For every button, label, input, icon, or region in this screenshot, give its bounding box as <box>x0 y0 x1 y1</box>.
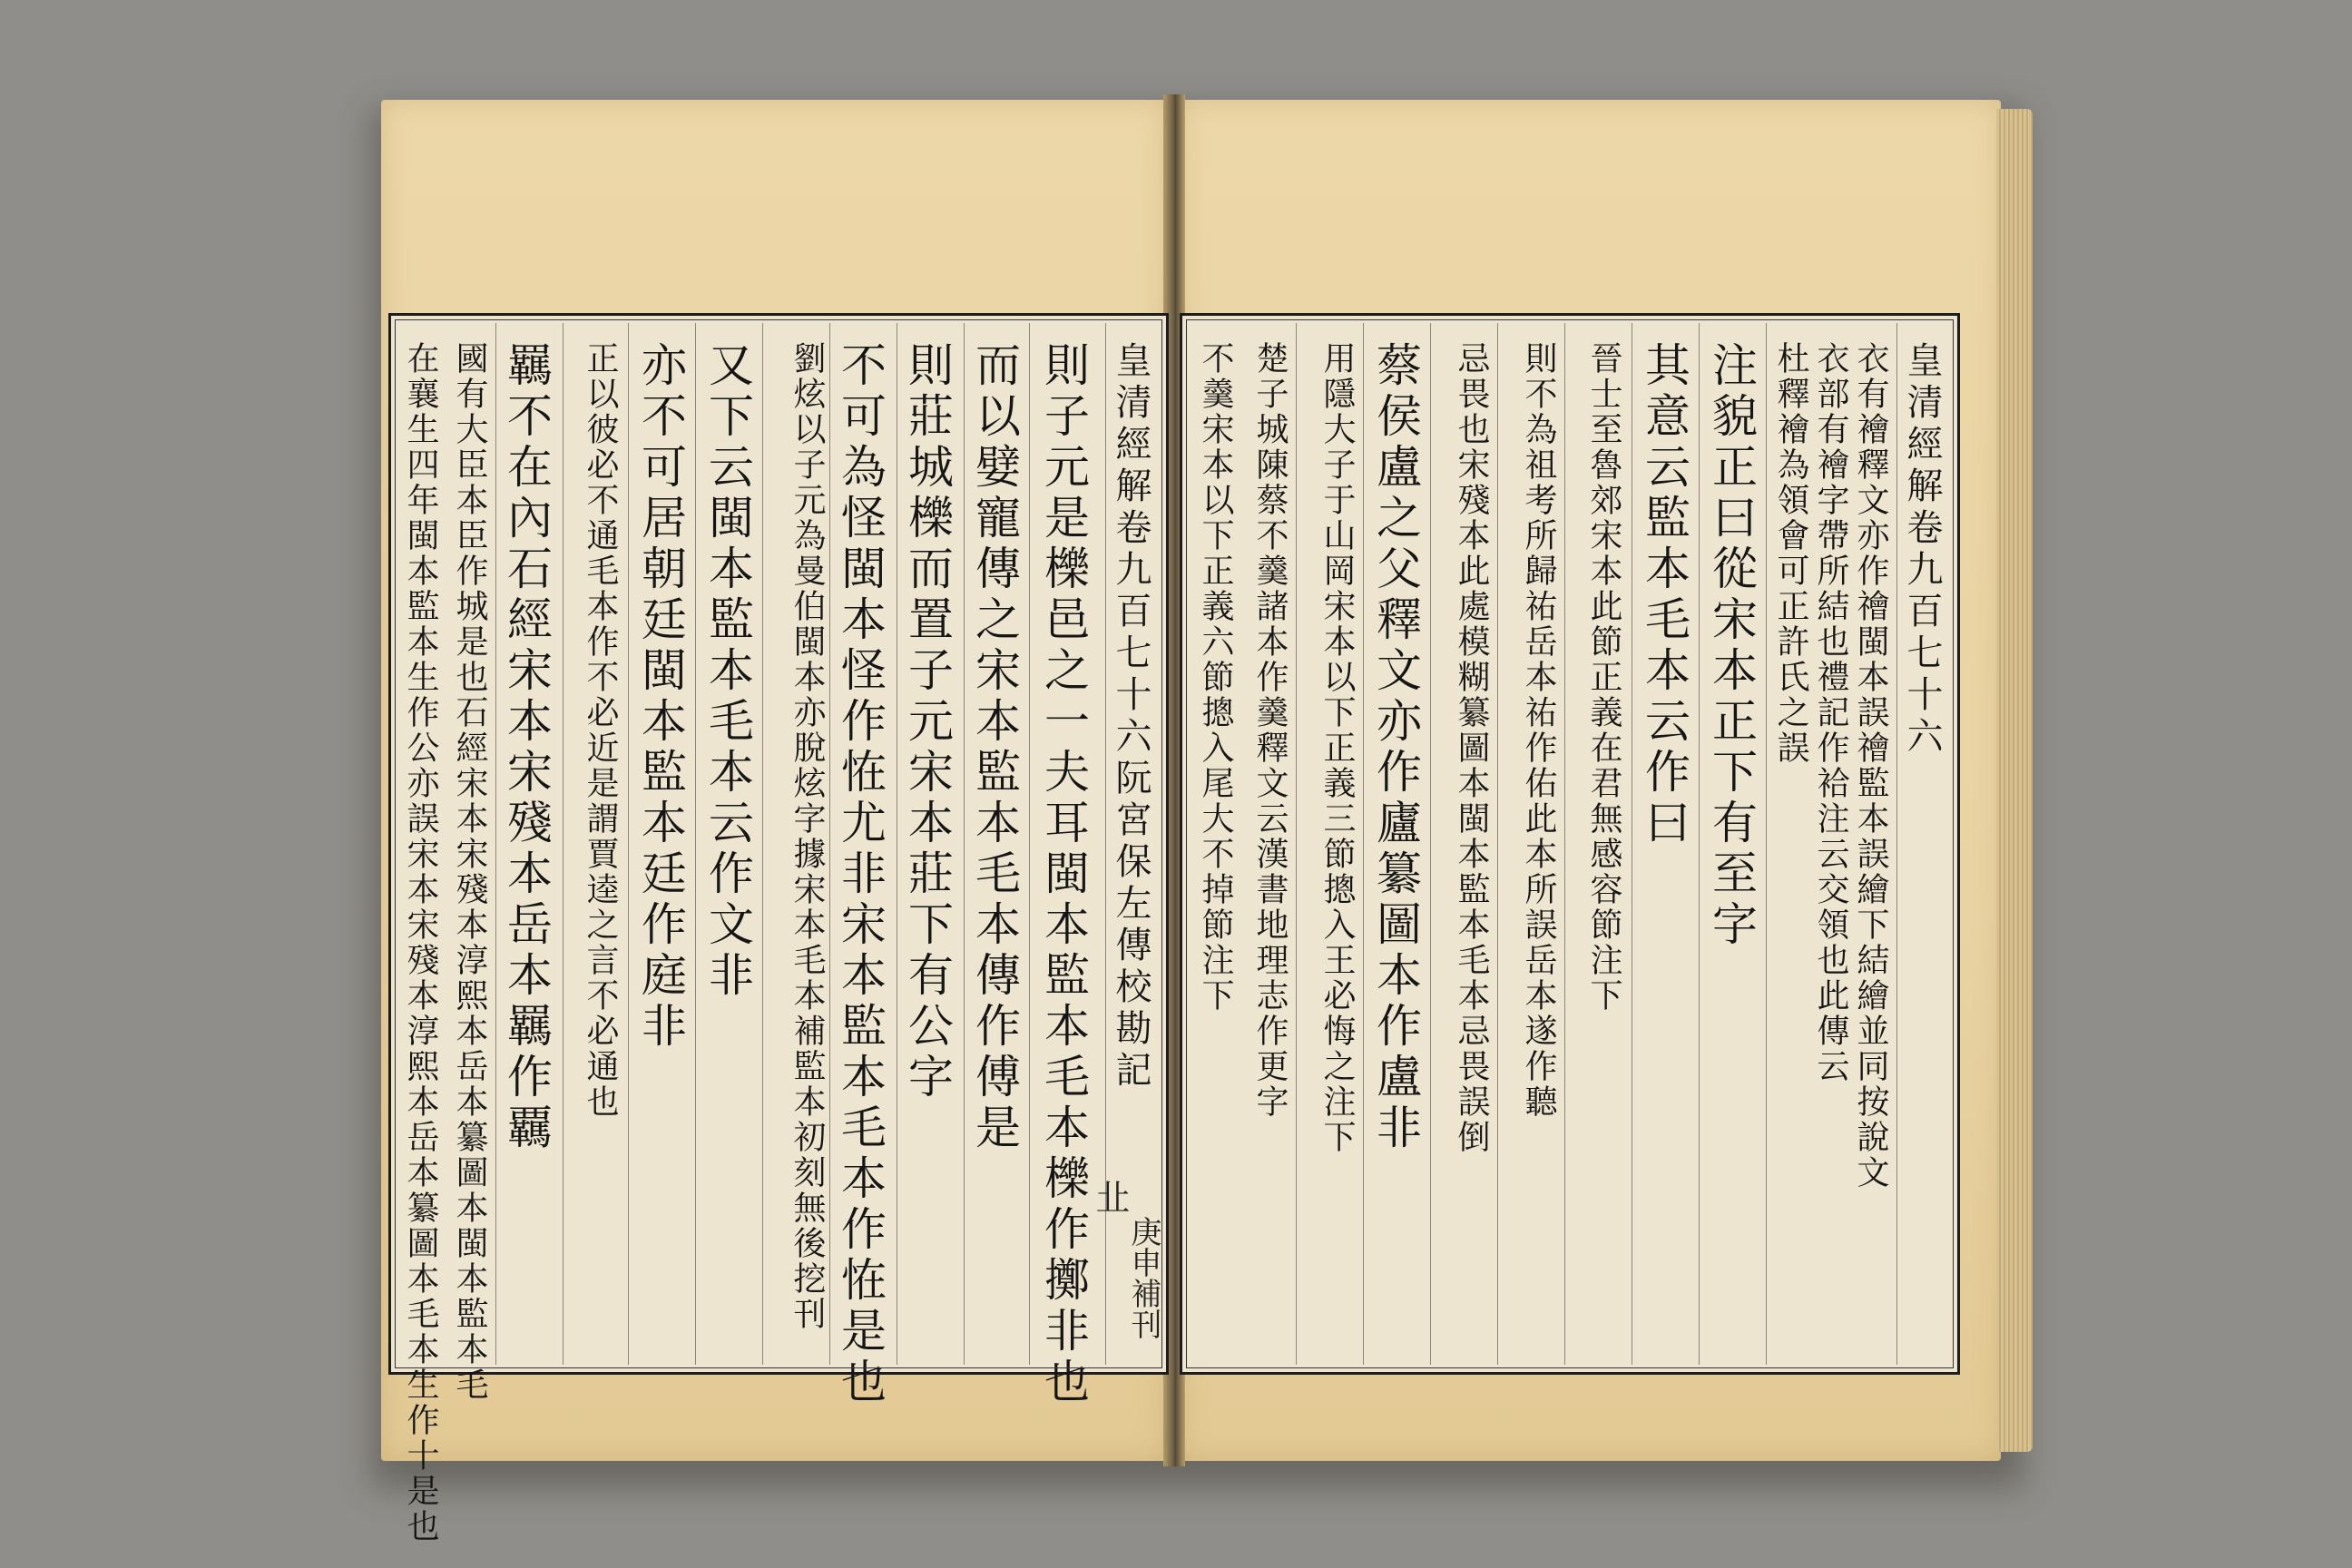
left-text-frame <box>388 313 1169 1544</box>
right-column-12: 不羹宋本以下正義六節摠入尾大不掉節注下 <box>1197 341 1234 1014</box>
left-column-6: 又下云閩本監本毛本云作文非 <box>701 341 754 1002</box>
left-column-2: 而以嬖寵傳之宋本監本毛本傳作傅是 <box>968 341 1021 1154</box>
column-rule <box>1497 323 1498 1365</box>
right-column-5: 其意云監本毛本云作曰 <box>1638 341 1690 849</box>
column-rule <box>1363 323 1364 1365</box>
column-rule <box>1430 323 1431 1365</box>
left-column-7: 亦不可居朝廷閩本監本廷作庭非 <box>634 341 687 1053</box>
right-column-3: 杜釋襘為領會可正許氏之誤 <box>1772 341 1809 766</box>
column-rule <box>1296 323 1297 1365</box>
left-margin-title: 皇清經解卷九百七十六阮宮保左傳校勘記 <box>1110 341 1152 1093</box>
right-column-11: 楚子城陳蔡不羹諸本作羹釋文云漢書地理志作更字 <box>1251 341 1289 1120</box>
right-column-1: 衣有襘釋文亦作禬閩本誤禬監本誤繪下結繪並同按說文 <box>1852 341 1889 1191</box>
right-column-7: 則不為祖考所歸祐岳本祐作佑此本所誤岳本遂作聽 <box>1520 341 1557 1120</box>
right-margin-title: 皇清經解卷九百七十六 <box>1901 341 1943 759</box>
column-rule <box>1564 323 1565 1365</box>
right-column-4: 注貌正曰從宋本正下有至字 <box>1705 341 1758 951</box>
left-column-10: 國有大臣本臣作城是也石經宋本宋殘本淳熙本岳本纂圖本閩本監本毛 <box>451 341 488 1403</box>
column-rule <box>1896 323 1897 1365</box>
column-rule <box>829 323 830 1365</box>
left-column-5: 劉炫以子元為曼伯閩本亦脫炫字據宋本毛本補監本初刻無後挖刊 <box>789 341 826 1332</box>
column-rule <box>495 323 496 1365</box>
left-column-8: 正以彼必不通毛本作不必近是謂賈逵之言不必通也 <box>582 341 619 1120</box>
column-rule <box>1699 323 1700 1365</box>
column-rule <box>964 323 965 1365</box>
right-column-8: 忌畏也宋殘本此處模糊纂圖本閩本監本毛本忌畏誤倒 <box>1453 341 1490 1155</box>
left-margin-note: 庚申補刊 <box>1125 1216 1161 1339</box>
right-text-frame <box>1180 313 1960 1375</box>
right-column-2: 衣部有襘字帶所結也禮記作袷注云交領也此傳云 <box>1812 341 1849 1084</box>
left-column-3: 則莊城櫟而置子元宋本莊下有公字 <box>901 341 954 1103</box>
left-column-4: 不可為怪閩本怪作恠尤非宋本監本毛本作恠是也 <box>834 341 887 1408</box>
column-rule <box>762 323 763 1365</box>
column-rule <box>563 323 564 1365</box>
left-column-11: 在襄生四年閩本監本生作公亦誤宋本宋殘本淳熙本岳本纂圖本毛本生作十是也 <box>402 341 439 1544</box>
right-column-9: 蔡侯盧之父釋文亦作廬纂圖本作盧非 <box>1369 341 1422 1154</box>
column-rule <box>1766 323 1767 1365</box>
right-column-10: 用隱大子于山岡宋本以下正義三節摠入王必悔之注下 <box>1318 341 1356 1155</box>
right-column-6: 晉士至魯郊宋本此節正義在君無感容節注下 <box>1585 341 1622 1014</box>
column-rule <box>695 323 696 1365</box>
left-leaf-number: 㐀 <box>1090 1180 1130 1214</box>
page-edges <box>1996 109 2033 1452</box>
column-rule <box>1029 323 1030 1365</box>
column-rule <box>628 323 629 1365</box>
left-column-1: 則子元是櫟邑之一夫耳閩本監本毛本櫟作擲非也 <box>1037 341 1090 1408</box>
left-column-9: 羈不在內石經宋本宋殘本岳本羈作覊 <box>500 341 553 1154</box>
